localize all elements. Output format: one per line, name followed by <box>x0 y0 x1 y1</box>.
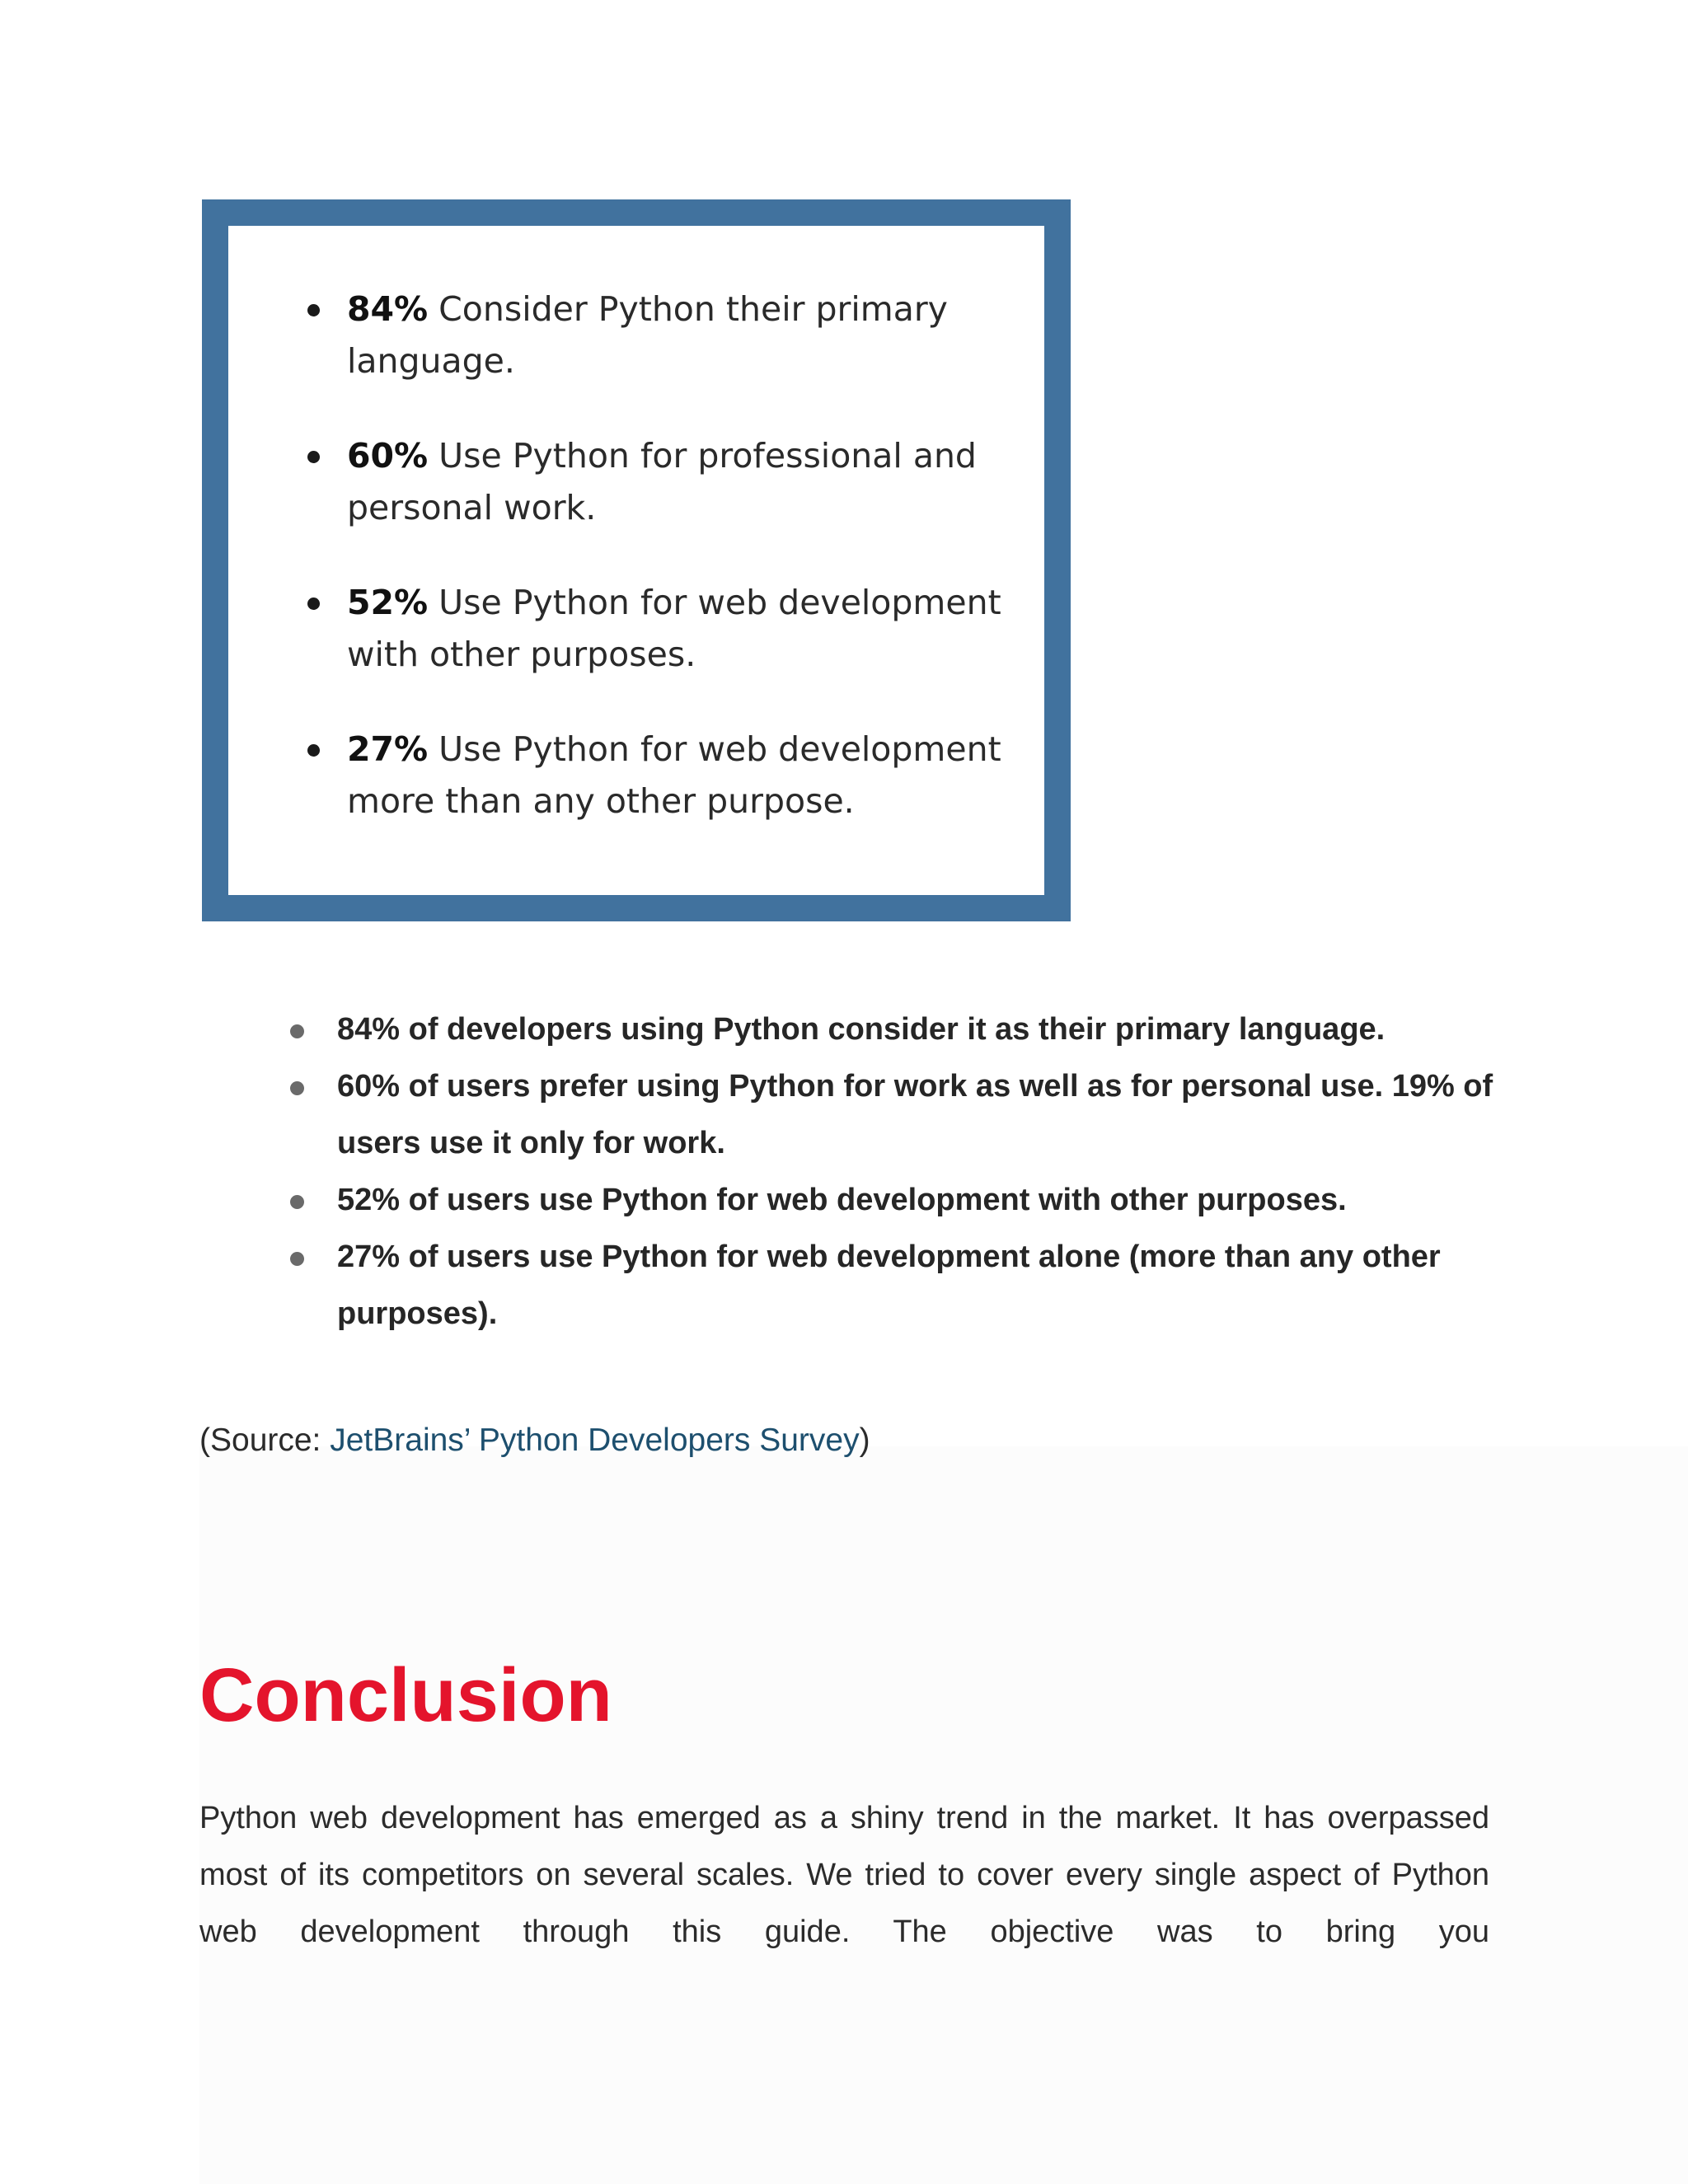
infographic-list <box>307 284 1011 827</box>
infographic-text: Use Python for web development more than any other purpose. <box>347 729 1001 821</box>
stats-bullet-list <box>288 1001 1525 1343</box>
bullet-dot-icon <box>290 1252 304 1266</box>
list-item-text: 84% of developers using Python consider it as their primary language. <box>337 1012 1386 1047</box>
list-item <box>288 1001 1525 1058</box>
source-link[interactable]: JetBrains’ Python Developers Survey <box>330 1422 860 1458</box>
source-prefix: (Source: <box>199 1422 331 1458</box>
infographic-percent: 27% <box>347 729 429 769</box>
infographic-item <box>307 430 1011 534</box>
bullet-dot-icon <box>290 1024 304 1038</box>
bullet-dot-icon <box>290 1081 304 1095</box>
list-item-text: 27% of users use Python for web development alone (more than any other purposes). <box>337 1240 1441 1331</box>
list-item <box>288 1172 1525 1229</box>
conclusion-paragraph: Python web development has emerged as a shiny trend in the market. It has overpassed most of its competitors on several scales. We tried to cover every single aspect of Python web development through this guide. The objective was to bring you <box>199 1801 1489 1949</box>
bullet-dot-icon <box>307 451 320 463</box>
infographic-percent: 52% <box>347 583 429 622</box>
bullet-dot-icon <box>290 1195 304 1209</box>
bullet-dot-icon <box>307 598 320 610</box>
infographic-percent: 84% <box>347 289 429 329</box>
infographic-text: Use Python for web development with other purposes. <box>347 583 1001 674</box>
list-item <box>288 1229 1525 1343</box>
list-item-text: 60% of users prefer using Python for work as well as for personal use. 19% of users use it only for work. <box>337 1069 1493 1160</box>
infographic-item <box>307 724 1011 827</box>
bullet-dot-icon <box>307 304 320 316</box>
infographic-text: Use Python for professional and personal work. <box>347 436 977 527</box>
bullet-dot-icon <box>307 744 320 757</box>
source-citation <box>199 1422 870 1459</box>
section-heading: Conclusion <box>199 1653 612 1737</box>
infographic-item <box>307 577 1011 681</box>
infographic-percent: 60% <box>347 436 429 476</box>
infographic-item <box>307 284 1011 387</box>
infographic-text: Consider Python their primary language. <box>347 289 948 381</box>
stats-infographic-inner <box>228 226 1044 895</box>
list-item-text: 52% of users use Python for web development with other purposes. <box>337 1183 1347 1217</box>
stats-infographic <box>202 199 1071 921</box>
source-suffix: ) <box>859 1422 870 1458</box>
list-item <box>288 1058 1525 1172</box>
